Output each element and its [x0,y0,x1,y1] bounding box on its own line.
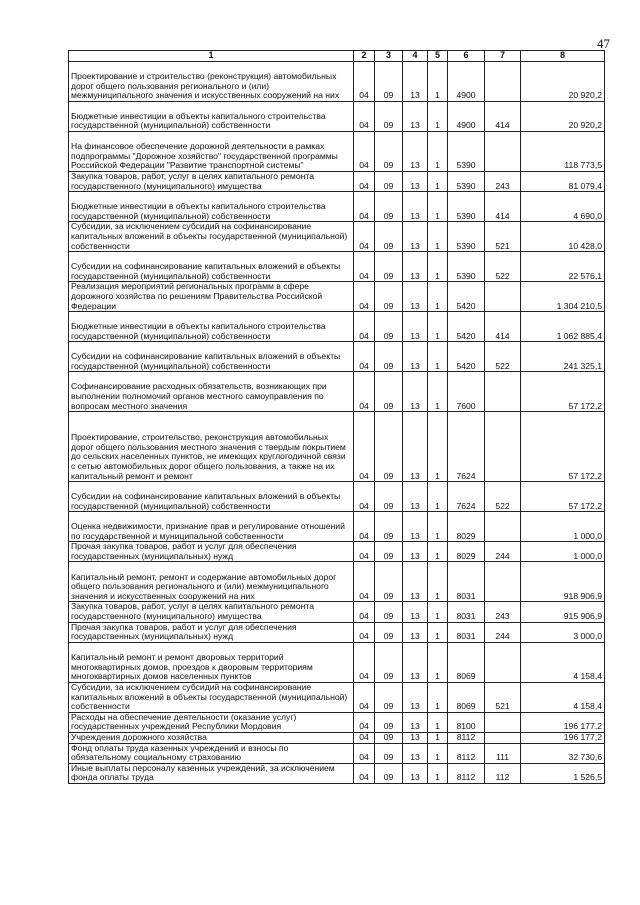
cell-col-5: 1 [428,562,448,602]
table-row [69,372,605,412]
cell-col-4: 13 [403,312,428,342]
cell-col-5: 1 [428,372,448,412]
cell-col-5: 1 [428,222,448,252]
cell-col-4: 13 [403,282,428,312]
cell-col-6: 5390 [448,192,485,222]
cell-amount: 57 172,2 [521,482,605,512]
row-description: Капитальный ремонт, ремонт и содержание автомобильных дорог общего пользования регионального и (или) межмуниципального значения и искусственных сооружений на них [69,562,354,602]
cell-col-7: 243 [485,172,521,192]
cell-col-5: 1 [428,282,448,312]
cell-col-7: 112 [485,763,521,783]
cell-amount: 1 304 210,5 [521,282,605,312]
header-col-7: 7 [485,51,521,62]
cell-amount: 57 172,2 [521,412,605,482]
cell-col-6: 8112 [448,743,485,763]
cell-col-4: 13 [403,62,428,102]
table-row [69,252,605,282]
row-description: Субсидии, за исключением субсидий на софинансирование капитальных вложений в объекты государственной (муниципальной) собственности [69,222,354,252]
cell-col-2: 04 [354,372,375,412]
header-col-3: 3 [375,51,403,62]
header-col-6: 6 [448,51,485,62]
cell-col-5: 1 [428,62,448,102]
cell-col-7: 522 [485,342,521,372]
cell-col-2: 04 [354,252,375,282]
cell-col-5: 1 [428,622,448,642]
cell-col-6: 8029 [448,542,485,562]
cell-col-3: 09 [375,712,403,732]
cell-col-2: 04 [354,172,375,192]
cell-col-2: 04 [354,763,375,783]
cell-col-3: 09 [375,62,403,102]
cell-col-4: 13 [403,642,428,682]
header-col-1: 1 [69,51,354,62]
cell-col-5: 1 [428,482,448,512]
cell-col-2: 04 [354,482,375,512]
cell-col-6: 8031 [448,622,485,642]
cell-col-7 [485,62,521,102]
cell-col-6: 7624 [448,482,485,512]
cell-amount: 4 690,0 [521,192,605,222]
cell-col-2: 04 [354,282,375,312]
cell-col-4: 13 [403,712,428,732]
table-row [69,743,605,763]
table-header-row [69,51,605,62]
cell-col-3: 09 [375,562,403,602]
cell-col-4: 13 [403,743,428,763]
cell-col-4: 13 [403,192,428,222]
header-col-2: 2 [354,51,375,62]
header-col-5: 5 [428,51,448,62]
cell-col-6: 8112 [448,732,485,743]
cell-col-6: 4900 [448,62,485,102]
cell-col-5: 1 [428,512,448,542]
cell-col-6: 7600 [448,372,485,412]
row-description: Проектирование и строительство (реконструкция) автомобильных дорог общего пользования регионального и (или) межмуниципального значения и искусственных сооружений на них [69,62,354,102]
row-description: Бюджетные инвестиции в объекты капитального строительства государственной (муниципальной) собственности [69,102,354,132]
cell-col-4: 13 [403,622,428,642]
table-row [69,282,605,312]
cell-col-3: 09 [375,252,403,282]
cell-col-3: 09 [375,763,403,783]
cell-col-3: 09 [375,102,403,132]
cell-col-4: 13 [403,763,428,783]
cell-amount: 10 428,0 [521,222,605,252]
cell-col-4: 13 [403,252,428,282]
cell-col-6: 8100 [448,712,485,732]
cell-amount: 918 906,9 [521,562,605,602]
table-row [69,342,605,372]
cell-amount: 22 576,1 [521,252,605,282]
table-row [69,732,605,743]
cell-col-2: 04 [354,542,375,562]
cell-col-6: 5390 [448,222,485,252]
cell-col-2: 04 [354,102,375,132]
cell-col-4: 13 [403,512,428,542]
cell-col-2: 04 [354,602,375,622]
cell-col-5: 1 [428,412,448,482]
cell-col-6: 8069 [448,642,485,682]
cell-col-7: 111 [485,743,521,763]
cell-col-2: 04 [354,682,375,712]
cell-col-7 [485,732,521,743]
cell-col-4: 13 [403,412,428,482]
table-row [69,132,605,172]
cell-col-2: 04 [354,312,375,342]
cell-col-7 [485,282,521,312]
cell-col-4: 13 [403,372,428,412]
cell-col-5: 1 [428,172,448,192]
table-row [69,312,605,342]
cell-col-4: 13 [403,682,428,712]
row-description: Учреждения дорожного хозяйства [69,732,354,743]
cell-amount: 20 920,2 [521,62,605,102]
row-description: Проектирование, строительство, реконструкция автомобильных дорог общего пользования местного значения с твердым покрытием до сельских населенных пунктов, не имеющих круглогодичной связи с сетью автомобильных дорог общего пользования, а также на их капитальный ремонт и ремонт [69,412,354,482]
cell-col-2: 04 [354,642,375,682]
row-description: Оценка недвижимости, признание прав и регулирование отношений по государственной и муниципальной собственности [69,512,354,542]
row-description: Субсидии на софинансирование капитальных вложений в объекты государственной (муниципальной) собственности [69,252,354,282]
cell-col-5: 1 [428,312,448,342]
table-row [69,682,605,712]
cell-col-7 [485,562,521,602]
table-row [69,512,605,542]
cell-amount: 32 730,6 [521,743,605,763]
table-row [69,482,605,512]
cell-col-6: 7624 [448,412,485,482]
cell-col-3: 09 [375,642,403,682]
cell-col-5: 1 [428,642,448,682]
cell-col-7 [485,132,521,172]
cell-col-7: 414 [485,102,521,132]
cell-col-6: 5390 [448,252,485,282]
cell-col-2: 04 [354,132,375,172]
cell-col-6: 8031 [448,602,485,622]
cell-col-4: 13 [403,482,428,512]
cell-col-5: 1 [428,763,448,783]
cell-amount: 915 906,9 [521,602,605,622]
cell-col-4: 13 [403,222,428,252]
cell-col-4: 13 [403,132,428,172]
table-row [69,712,605,732]
cell-col-6: 5420 [448,282,485,312]
cell-col-3: 09 [375,512,403,542]
table-row [69,763,605,783]
row-description: Иные выплаты персоналу казенных учреждений, за исключением фонда оплаты труда [69,763,354,783]
row-description: Бюджетные инвестиции в объекты капитального строительства государственной (муниципальной) собственности [69,192,354,222]
cell-amount: 81 079,4 [521,172,605,192]
cell-col-4: 13 [403,732,428,743]
table-row [69,172,605,192]
cell-col-6: 5390 [448,132,485,172]
cell-col-7: 244 [485,542,521,562]
table-row [69,602,605,622]
table-row [69,622,605,642]
row-description: Прочая закупка товаров, работ и услуг для обеспечения государственных (муниципальных) нужд [69,622,354,642]
cell-col-3: 09 [375,622,403,642]
cell-col-3: 09 [375,542,403,562]
cell-amount: 1 526,5 [521,763,605,783]
cell-col-3: 09 [375,222,403,252]
table-row [69,102,605,132]
cell-col-2: 04 [354,743,375,763]
cell-col-2: 04 [354,192,375,222]
cell-col-4: 13 [403,102,428,132]
cell-col-2: 04 [354,62,375,102]
cell-col-7: 414 [485,192,521,222]
cell-amount: 1 000,0 [521,542,605,562]
cell-col-3: 09 [375,372,403,412]
cell-col-3: 09 [375,682,403,712]
cell-col-7: 414 [485,312,521,342]
cell-col-7: 521 [485,222,521,252]
budget-table [68,50,605,784]
cell-col-6: 8031 [448,562,485,602]
cell-col-7: 244 [485,622,521,642]
cell-col-3: 09 [375,732,403,743]
cell-col-6: 4900 [448,102,485,132]
cell-col-2: 04 [354,412,375,482]
cell-col-5: 1 [428,252,448,282]
table-row [69,642,605,682]
cell-col-7 [485,512,521,542]
cell-col-3: 09 [375,482,403,512]
cell-col-6: 5390 [448,172,485,192]
cell-col-7: 522 [485,252,521,282]
cell-col-7: 522 [485,482,521,512]
cell-col-6: 8029 [448,512,485,542]
cell-col-5: 1 [428,743,448,763]
row-description: Бюджетные инвестиции в объекты капитального строительства государственной (муниципальной) собственности [69,312,354,342]
row-description: Закупка товаров, работ, услуг в целях капитального ремонта государственного (муниципального) имущества [69,602,354,622]
cell-col-4: 13 [403,542,428,562]
row-description: Капитальный ремонт и ремонт дворовых территорий многоквартирных домов, проездов к дворовым территориям многоквартирных домов населенных пунктов [69,642,354,682]
cell-col-5: 1 [428,132,448,172]
cell-col-7 [485,372,521,412]
cell-col-3: 09 [375,172,403,192]
row-description: Прочая закупка товаров, работ и услуг для обеспечения государственных (муниципальных) нужд [69,542,354,562]
cell-col-3: 09 [375,743,403,763]
cell-col-2: 04 [354,342,375,372]
cell-col-7 [485,412,521,482]
table-row [69,542,605,562]
row-description: На финансовое обеспечение дорожной деятельности в рамках подпрограммы "Дорожное хозяйство" государственной программы Российской Федерации "Развитие транспортной системы" [69,132,354,172]
row-description: Субсидии на софинансирование капитальных вложений в объекты государственной (муниципальной) собственности [69,342,354,372]
cell-col-7 [485,712,521,732]
cell-col-3: 09 [375,312,403,342]
cell-amount: 4 158,4 [521,642,605,682]
cell-col-7: 243 [485,602,521,622]
header-col-4: 4 [403,51,428,62]
row-description: Расходы на обеспечение деятельности (оказание услуг) государственных учреждений Республики Мордовия [69,712,354,732]
row-description: Реализация мероприятий региональных программ в сфере дорожного хозяйства по решениям Правительства Российской Федерации [69,282,354,312]
cell-col-4: 13 [403,602,428,622]
cell-col-7: 521 [485,682,521,712]
cell-col-5: 1 [428,192,448,222]
cell-amount: 4 158,4 [521,682,605,712]
cell-amount: 3 000,0 [521,622,605,642]
cell-amount: 118 773,5 [521,132,605,172]
row-description: Закупка товаров, работ, услуг в целях капитального ремонта государственного (муниципального) имущества [69,172,354,192]
page-number: 47 [597,36,610,51]
cell-col-5: 1 [428,602,448,622]
cell-col-5: 1 [428,682,448,712]
cell-amount: 20 920,2 [521,102,605,132]
cell-col-6: 5420 [448,312,485,342]
cell-col-2: 04 [354,512,375,542]
cell-col-2: 04 [354,712,375,732]
cell-amount: 1 062 885,4 [521,312,605,342]
cell-col-3: 09 [375,192,403,222]
cell-col-2: 04 [354,622,375,642]
cell-amount: 241 325,1 [521,342,605,372]
cell-amount: 57 172,2 [521,372,605,412]
cell-col-2: 04 [354,562,375,602]
table-row [69,412,605,482]
cell-col-6: 8112 [448,763,485,783]
cell-col-4: 13 [403,172,428,192]
cell-col-6: 8069 [448,682,485,712]
cell-col-5: 1 [428,732,448,743]
cell-col-3: 09 [375,132,403,172]
cell-col-3: 09 [375,602,403,622]
cell-amount: 196 177,2 [521,712,605,732]
cell-col-3: 09 [375,282,403,312]
table-row [69,222,605,252]
row-description: Субсидии, за исключением субсидий на софинансирование капитальных вложений в объекты государственной (муниципальной) собственности [69,682,354,712]
cell-col-5: 1 [428,542,448,562]
cell-amount: 196 177,2 [521,732,605,743]
table-row [69,562,605,602]
row-description: Софинансирование расходных обязательств, возникающих при выполнении полномочий органов местного самоуправления по вопросам местного значения [69,372,354,412]
table-row [69,62,605,102]
cell-col-3: 09 [375,412,403,482]
row-description: Субсидии на софинансирование капитальных вложений в объекты государственной (муниципальной) собственности [69,482,354,512]
cell-col-5: 1 [428,102,448,132]
cell-col-6: 5420 [448,342,485,372]
cell-col-2: 04 [354,222,375,252]
row-description: Фонд оплаты труда казенных учреждений и взносы по обязательному социальному страхованию [69,743,354,763]
cell-col-4: 13 [403,562,428,602]
cell-col-5: 1 [428,712,448,732]
header-col-8: 8 [521,51,605,62]
cell-col-3: 09 [375,342,403,372]
cell-col-2: 04 [354,732,375,743]
table-row [69,192,605,222]
cell-col-5: 1 [428,342,448,372]
cell-col-4: 13 [403,342,428,372]
cell-col-7 [485,642,521,682]
cell-amount: 1 000,0 [521,512,605,542]
